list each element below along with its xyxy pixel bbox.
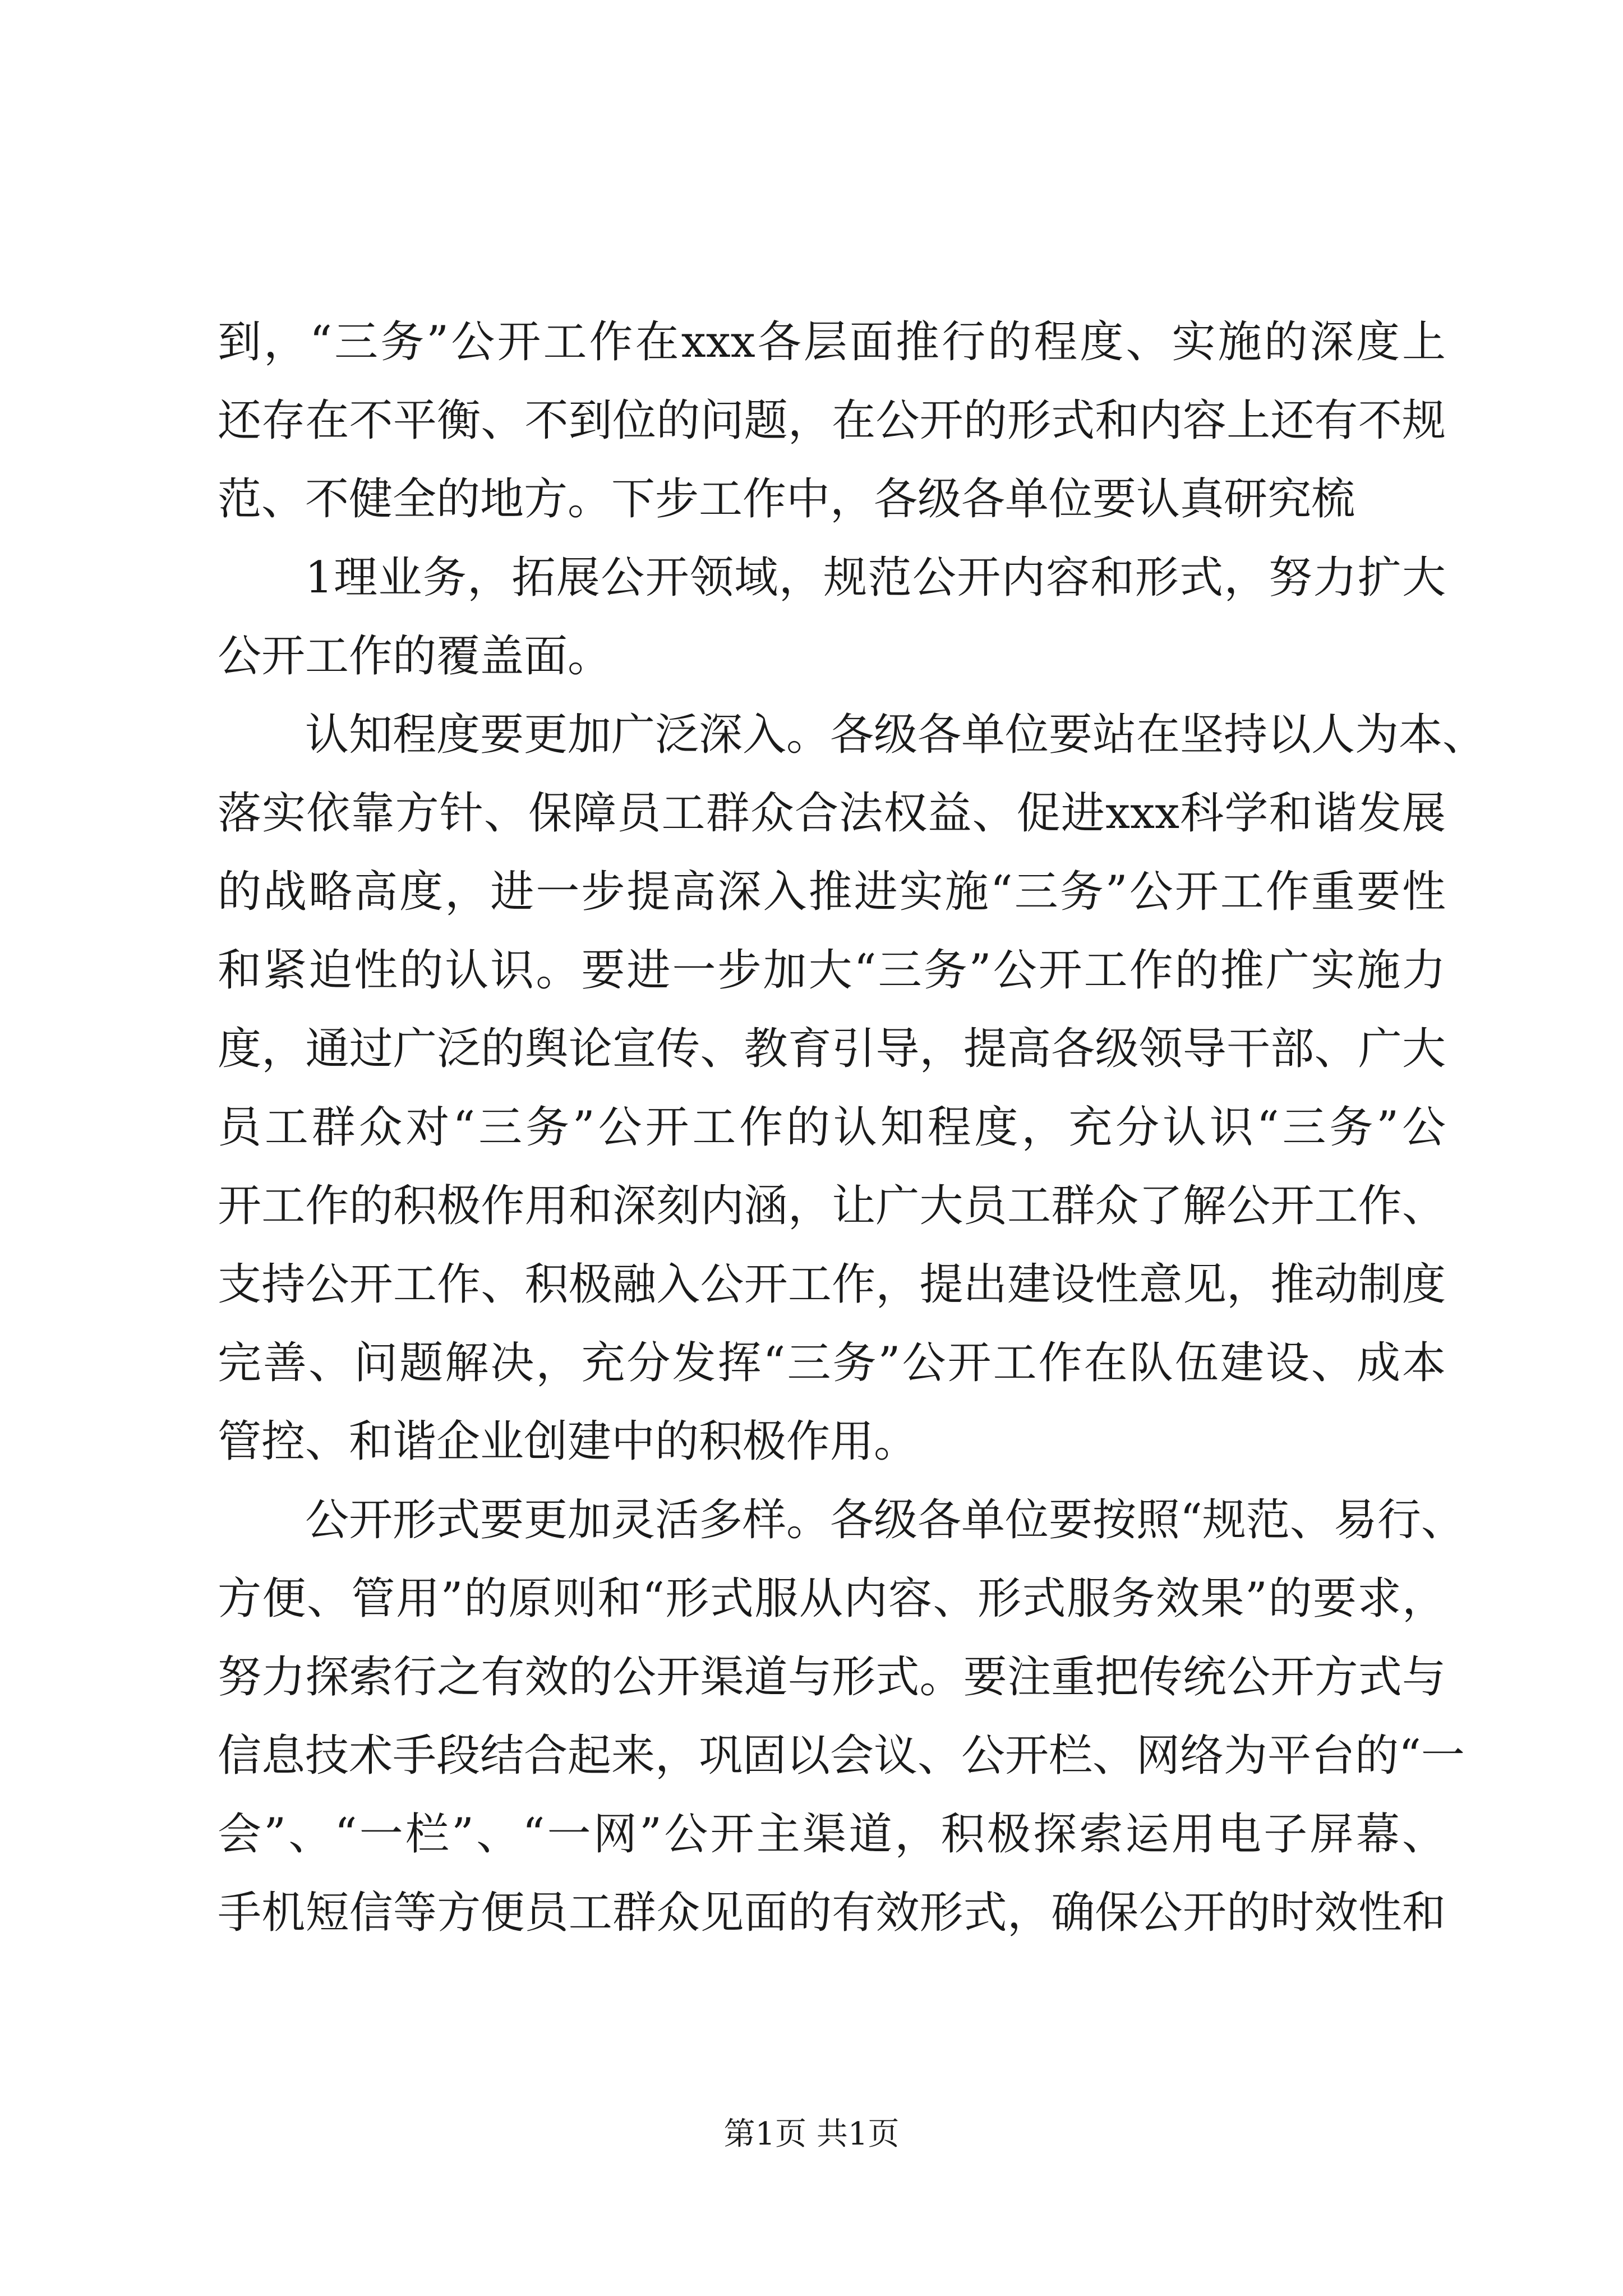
- text-line: 管控、和谐企业创建中的积极作用。: [218, 1416, 918, 1467]
- text-line: 信息技术手段结合起来，巩固以会议、公开栏、网络为平台的“一: [218, 1731, 1465, 1781]
- text-line: 还存在不平衡、不到位的问题，在公开的形式和内容上还有不规: [218, 395, 1446, 446]
- text-line: 落实依靠方针、保障员工群众合法权益、促进xxx科学和谐发展: [218, 788, 1446, 839]
- text-line: 度，通过广泛的舆论宣传、教育引导，提高各级领导干部、广大: [218, 1024, 1446, 1074]
- text-line: 支持公开工作、积极融入公开工作，提出建设性意见，推动制度: [218, 1259, 1446, 1310]
- text-line: 公开工作的覆盖面。: [218, 631, 612, 682]
- text-line: 会”、“一栏”、“一网”公开主渠道，积极探索运用电子屏幕、: [218, 1809, 1446, 1860]
- text-line: 的战略高度，进一步提高深入推进实施“三务”公开工作重要性: [218, 867, 1446, 917]
- text-line: 开工作的积极作用和深刻内涵，让广大员工群众了解公开工作、: [218, 1181, 1446, 1231]
- text-line: 员工群众对“三务”公开工作的认知程度，充分认识“三务”公: [218, 1102, 1446, 1153]
- text-line: 1理业务，拓展公开领域，规范公开内容和形式，努力扩大: [305, 553, 1446, 603]
- text-line: 和紧迫性的认识。要进一步加大“三务”公开工作的推广实施力: [218, 945, 1446, 996]
- text-line: 到，“三务”公开工作在xxx各层面推行的程度、实施的深度上: [218, 317, 1446, 367]
- page-footer: 第1页 共1页: [723, 2116, 900, 2152]
- text-line: 公开形式要更加灵活多样。各级各单位要按照“规范、易行、: [305, 1495, 1465, 1545]
- text-line: 认知程度要更加广泛深入。各级各单位要站在坚持以人为本、: [305, 710, 1487, 760]
- text-line: 努力探索行之有效的公开渠道与形式。要注重把传统公开方式与: [218, 1652, 1446, 1703]
- text-line: 范、不健全的地方。下步工作中，各级各单位要认真研究梳: [218, 474, 1355, 524]
- document-body: [218, 303, 1487, 1952]
- text-line: 完善、问题解决，充分发挥“三务”公开工作在队伍建设、成本: [218, 1338, 1446, 1388]
- text-line: 手机短信等方便员工群众见面的有效形式，确保公开的时效性和: [218, 1888, 1446, 1938]
- text-line: 方便、管用”的原则和“形式服从内容、形式服务效果”的要求，: [218, 1573, 1446, 1624]
